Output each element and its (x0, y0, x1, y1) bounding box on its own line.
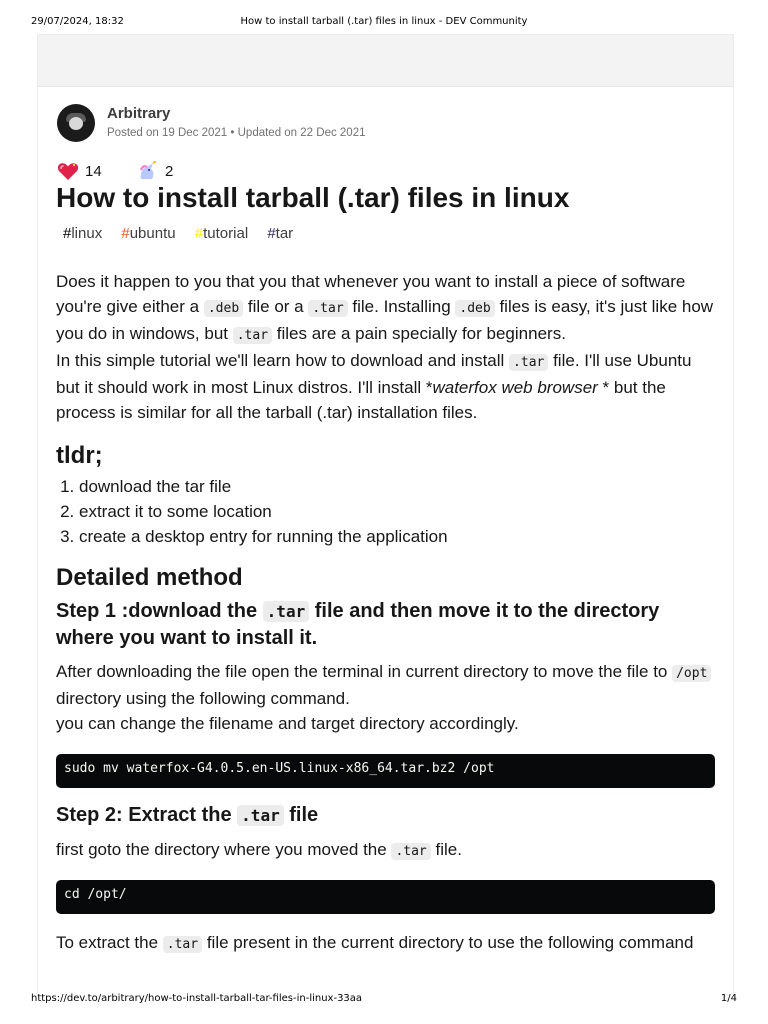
inline-code: /opt (672, 665, 711, 682)
code-block[interactable]: cd /opt/ (56, 880, 715, 914)
step2-heading: Step 2: Extract the .tar file (56, 804, 319, 826)
inline-code: .tar (391, 843, 430, 860)
tag-linux[interactable] (63, 225, 102, 242)
tag-list (56, 225, 715, 249)
tag-hash: # (267, 225, 276, 242)
step1-heading: Step 1 :download the .tar file and then move it to the directory where you want to install it. (56, 600, 660, 649)
tag-ubuntu[interactable] (121, 225, 175, 242)
print-title: How to install tarball (.tar) files in linux - DEV Community (240, 16, 528, 27)
tldr-heading: tldr; (56, 442, 103, 469)
print-footer (31, 993, 737, 1007)
inline-code: .tar (163, 936, 202, 953)
author-name[interactable]: Arbitrary (107, 105, 171, 122)
heart-count: 14 (85, 162, 102, 180)
unicorn-reaction[interactable] (137, 161, 173, 181)
print-url: https://dev.to/arbitrary/how-to-install-tarball-tar-files-in-linux-33aa (31, 993, 363, 1004)
tag-label: linux (71, 225, 103, 242)
cover-image-placeholder (38, 35, 733, 87)
step1-paragraph: After downloading the file open the terminal in current directory to move the file to /opt directory using the following command. you can change the filename and target directory accordingly. (56, 659, 715, 736)
article-body (56, 269, 715, 957)
tag-label: tar (275, 225, 294, 242)
list-item: 1. download the tar file (79, 474, 715, 499)
tag-hash: # (194, 225, 204, 242)
inline-code: .tar (263, 601, 310, 622)
list-item: 2. extract it to some location (79, 499, 715, 524)
page-number: 1/4 (720, 993, 737, 1004)
tldr-list (56, 474, 715, 549)
inline-code: .deb (204, 300, 243, 317)
heart-reaction-icon (57, 161, 79, 181)
inline-code: .deb (455, 300, 494, 317)
unicorn-count: 2 (165, 162, 174, 180)
step2-extract-paragraph: To extract the .tar file present in the current directory to use the following command (56, 933, 694, 952)
tag-label: tutorial (203, 225, 249, 242)
tag-tar[interactable] (267, 225, 293, 242)
heart-reaction[interactable] (57, 161, 102, 181)
inline-code: .tar (237, 805, 284, 826)
tag-label: ubuntu (129, 225, 176, 242)
inline-code: .tar (233, 327, 272, 344)
print-header (31, 16, 737, 30)
tag-hash: # (63, 225, 72, 242)
article-title: How to install tarball (.tar) files in linux (56, 182, 570, 213)
list-item: 3. create a desktop entry for running the application (79, 524, 715, 549)
detailed-heading: Detailed method (56, 564, 243, 591)
step2-paragraph: first goto the directory where you moved the .tar file. (56, 840, 462, 859)
author-row (56, 87, 715, 153)
tag-tutorial[interactable] (195, 225, 248, 242)
tag-hash: # (121, 225, 130, 242)
reactions-bar (56, 161, 715, 187)
print-date: 29/07/2024, 18:32 (31, 16, 124, 27)
code-block[interactable]: sudo mv waterfox-G4.0.5.en-US.linux-x86_64.tar.bz2 /opt (56, 754, 715, 788)
posted-date: Posted on 19 Dec 2021 • Updated on 22 Dec 2021 (107, 127, 366, 139)
inline-code: .tar (509, 354, 548, 371)
article-card (37, 34, 734, 995)
intro-paragraph: Does it happen to you that you that whenever you want to install a piece of software you're give either a .deb file or a .tar file. Installing .deb files is easy, it's just like how you do in windows, but .tar files are a pain specially for beginners. In this simple tutorial we'll learn how to download and install .tar file. I'll use Ubuntu but it should work in most Linux distros. I'll install *waterfox web browser * but the process is similar for all the tarball (.tar) installation files. (56, 272, 714, 422)
inline-code: .tar (308, 300, 347, 317)
avatar[interactable] (57, 104, 95, 142)
unicorn-reaction-icon (137, 161, 159, 181)
